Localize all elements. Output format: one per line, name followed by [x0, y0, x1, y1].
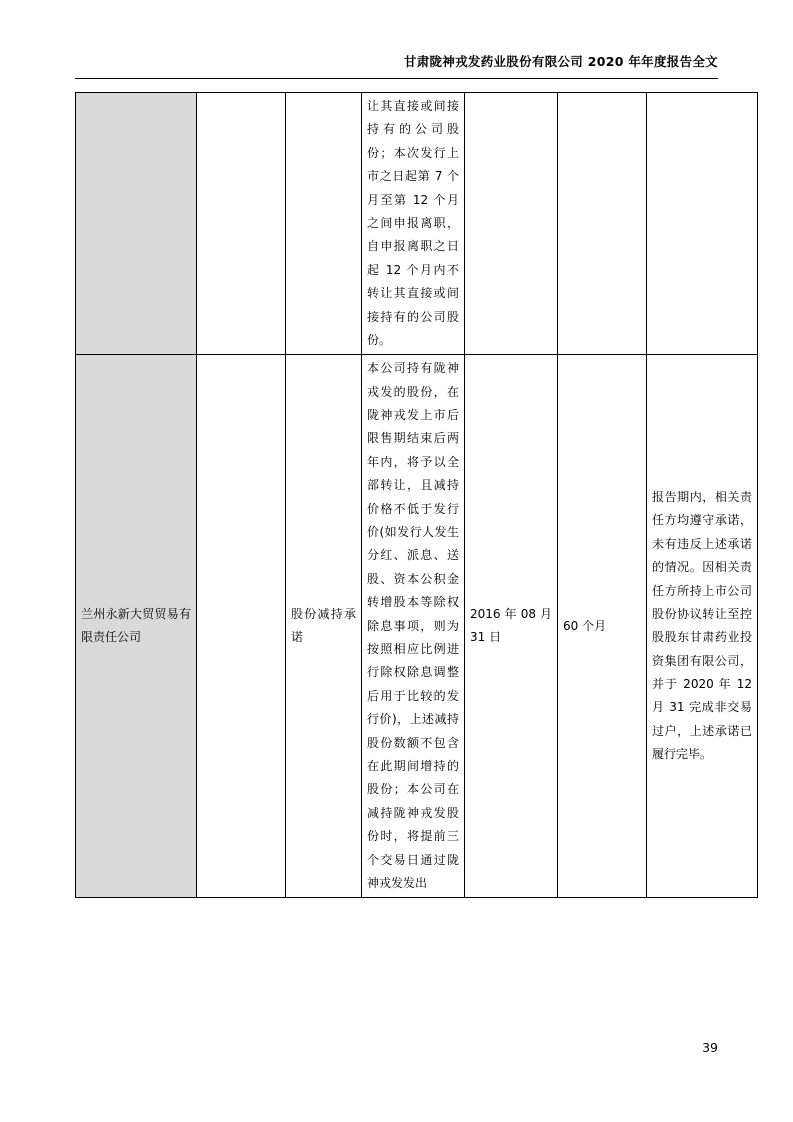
- cell-type: [197, 355, 286, 898]
- cell-party: 兰州永新大贸贸易有限责任公司: [76, 355, 197, 898]
- page-header: 甘肃陇神戎发药业股份有限公司 2020 年年度报告全文: [403, 54, 718, 69]
- cell-date: [465, 93, 558, 355]
- commitments-table: [75, 92, 758, 898]
- cell-term: [558, 93, 647, 355]
- cell-status: 报告期内，相关责任方均遵守承诺，未有违反上述承诺的情况。因相关责任方所持上市公司股份协议转让至控股股东甘肃药业投资集团有限公司，并于 2020 年 12 月 31 完成非交易过户，上述承诺已履行完毕。: [647, 355, 758, 898]
- cell-content: 让其直接或间接持有的公司股份；本次发行上市之日起第 7 个月至第 12 个月之间申报离职，自申报离职之日起 12 个月内不转让其直接或间接持有的公司股份。: [362, 93, 465, 355]
- header-divider: [75, 78, 718, 79]
- cell-term: 60 个月: [558, 355, 647, 898]
- cell-type: [197, 93, 286, 355]
- cell-party: [76, 93, 197, 355]
- cell-category: [286, 93, 362, 355]
- cell-content: 本公司持有陇神戎发的股份，在陇神戎发上市后限售期结束后两年内，将予以全部转让，且减持价格不低于发行价(如发行人发生分红、派息、送股、资本公积金转增股本等除权除息事项，则为按照相应比例进行除权除息调整后用于比较的发行价)，上述减持股份数额不包含在此期间增持的股份；本公司在减持陇神戎发股份时，将提前三个交易日通过陇神戎发发出: [362, 355, 465, 898]
- table-row: [76, 93, 758, 355]
- page-number: 39: [702, 1040, 718, 1055]
- cell-category: 股份减持承诺: [286, 355, 362, 898]
- commitments-table-container: [75, 92, 752, 898]
- cell-date: 2016 年 08 月 31 日: [465, 355, 558, 898]
- table-row: [76, 355, 758, 898]
- cell-status: [647, 93, 758, 355]
